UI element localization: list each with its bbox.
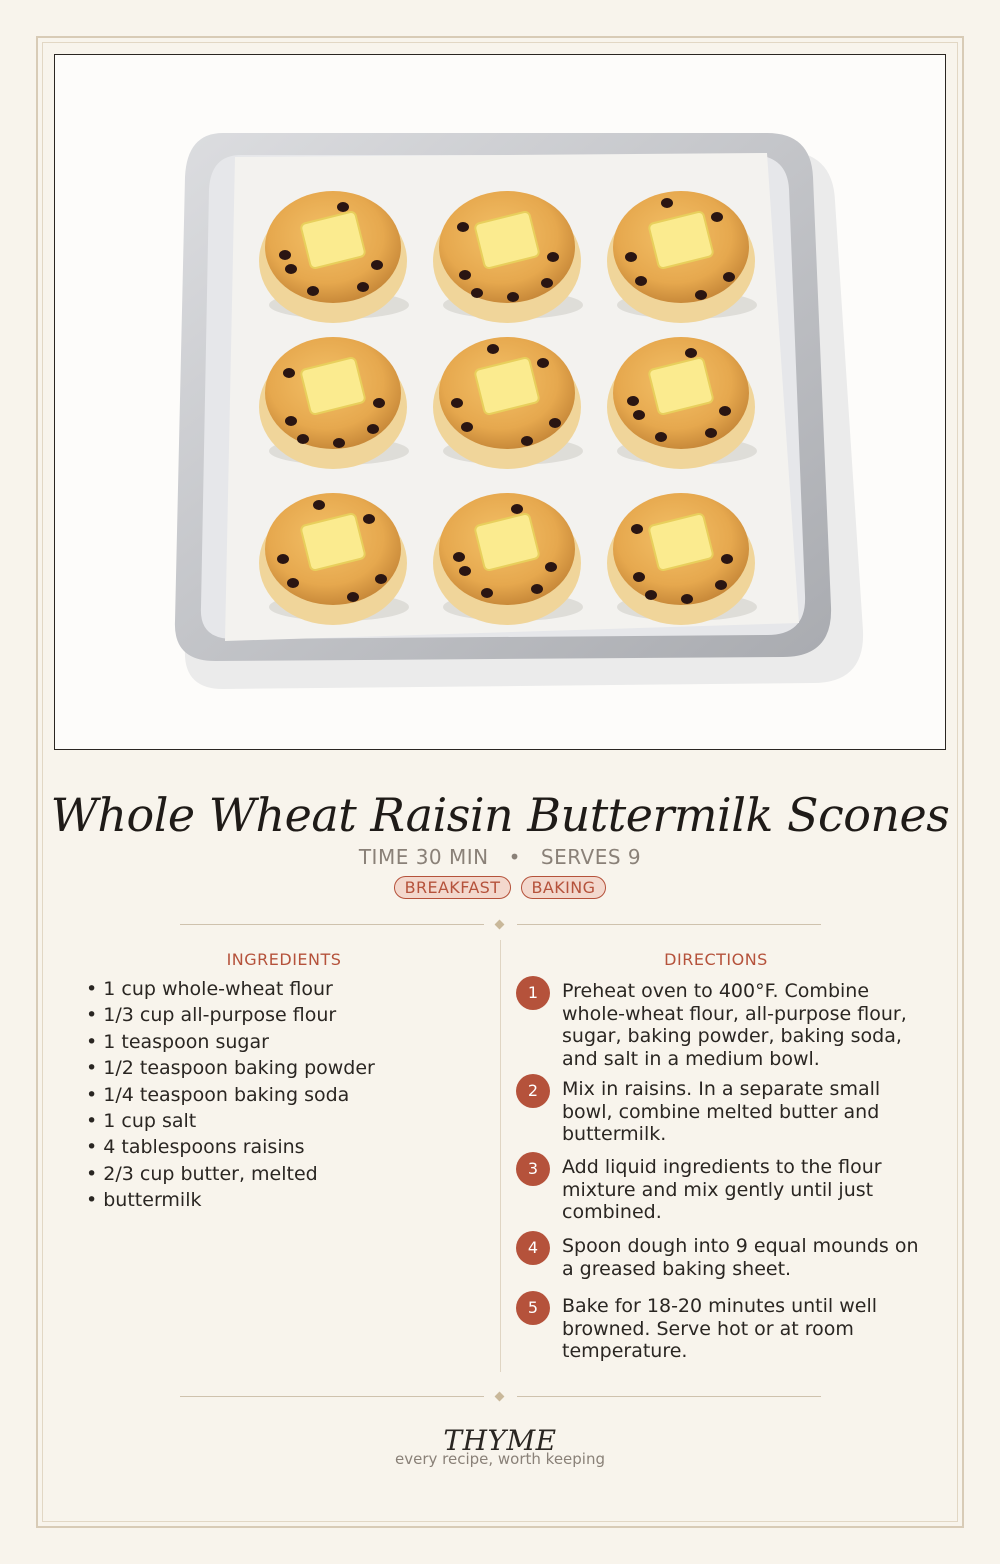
divider-left-bottom: [180, 1396, 484, 1397]
divider-right-bottom: [517, 1396, 821, 1397]
ingredient-item: • 1 teaspoon sugar: [86, 1029, 486, 1055]
ingredients-list: [86, 976, 486, 1214]
serves-label: SERVES 9: [540, 845, 642, 869]
ingredient-item: • 1 cup salt: [86, 1108, 486, 1134]
ingredient-item: • 1 cup whole-wheat flour: [86, 976, 486, 1002]
step-text: Preheat oven to 400°F. Combine whole-wheat flour, all-purpose flour, sugar, baking powder, baking soda, and salt in a medium bowl.: [562, 980, 907, 1070]
time-label: TIME 30 MIN: [358, 845, 489, 869]
step-number-badge: 3: [516, 1152, 550, 1186]
meta-separator: •: [508, 845, 521, 869]
column-divider: [500, 940, 501, 1372]
ingredient-item: • buttermilk: [86, 1187, 486, 1213]
recipe-meta: [0, 845, 1000, 869]
tag-breakfast[interactable]: BREAKFAST: [394, 876, 512, 899]
step-text: Add liquid ingredients to the flour mixture and mix gently until just combined.: [562, 1156, 882, 1223]
tag-list: [0, 876, 1000, 899]
step-text: Bake for 18-20 minutes until well browned. Serve hot or at room temperature.: [562, 1295, 878, 1362]
scones-on-tray-illustration: [55, 55, 946, 750]
brand-tagline: every recipe, worth keeping: [394, 1450, 605, 1468]
divider-left-top: [180, 924, 484, 925]
ingredient-item: • 1/3 cup all-purpose flour: [86, 1002, 486, 1028]
divider-right-top: [517, 924, 821, 925]
tag-baking[interactable]: BAKING: [521, 876, 607, 899]
step-number-badge: 5: [516, 1291, 550, 1325]
step-text: Spoon dough into 9 equal mounds on a greased baking sheet.: [562, 1235, 919, 1280]
step-text: Mix in raisins. In a separate small bowl, combine melted butter and buttermilk.: [562, 1078, 881, 1145]
ingredient-item: • 4 tablespoons raisins: [86, 1134, 486, 1160]
ingredient-item: • 2/3 cup butter, melted: [86, 1161, 486, 1187]
step-number-badge: 2: [516, 1074, 550, 1108]
directions-heading: DIRECTIONS: [664, 950, 768, 969]
ingredients-heading: INGREDIENTS: [226, 950, 342, 969]
recipe-photo: [54, 54, 946, 750]
step-number-badge: 1: [516, 976, 550, 1010]
brand-logo: THYME: [443, 1424, 557, 1457]
ingredient-item: • 1/4 teaspoon baking soda: [86, 1082, 486, 1108]
step-number-badge: 4: [516, 1231, 550, 1265]
recipe-title: Whole Wheat Raisin Buttermilk Scones: [50, 788, 950, 842]
ingredient-item: • 1/2 teaspoon baking powder: [86, 1055, 486, 1081]
